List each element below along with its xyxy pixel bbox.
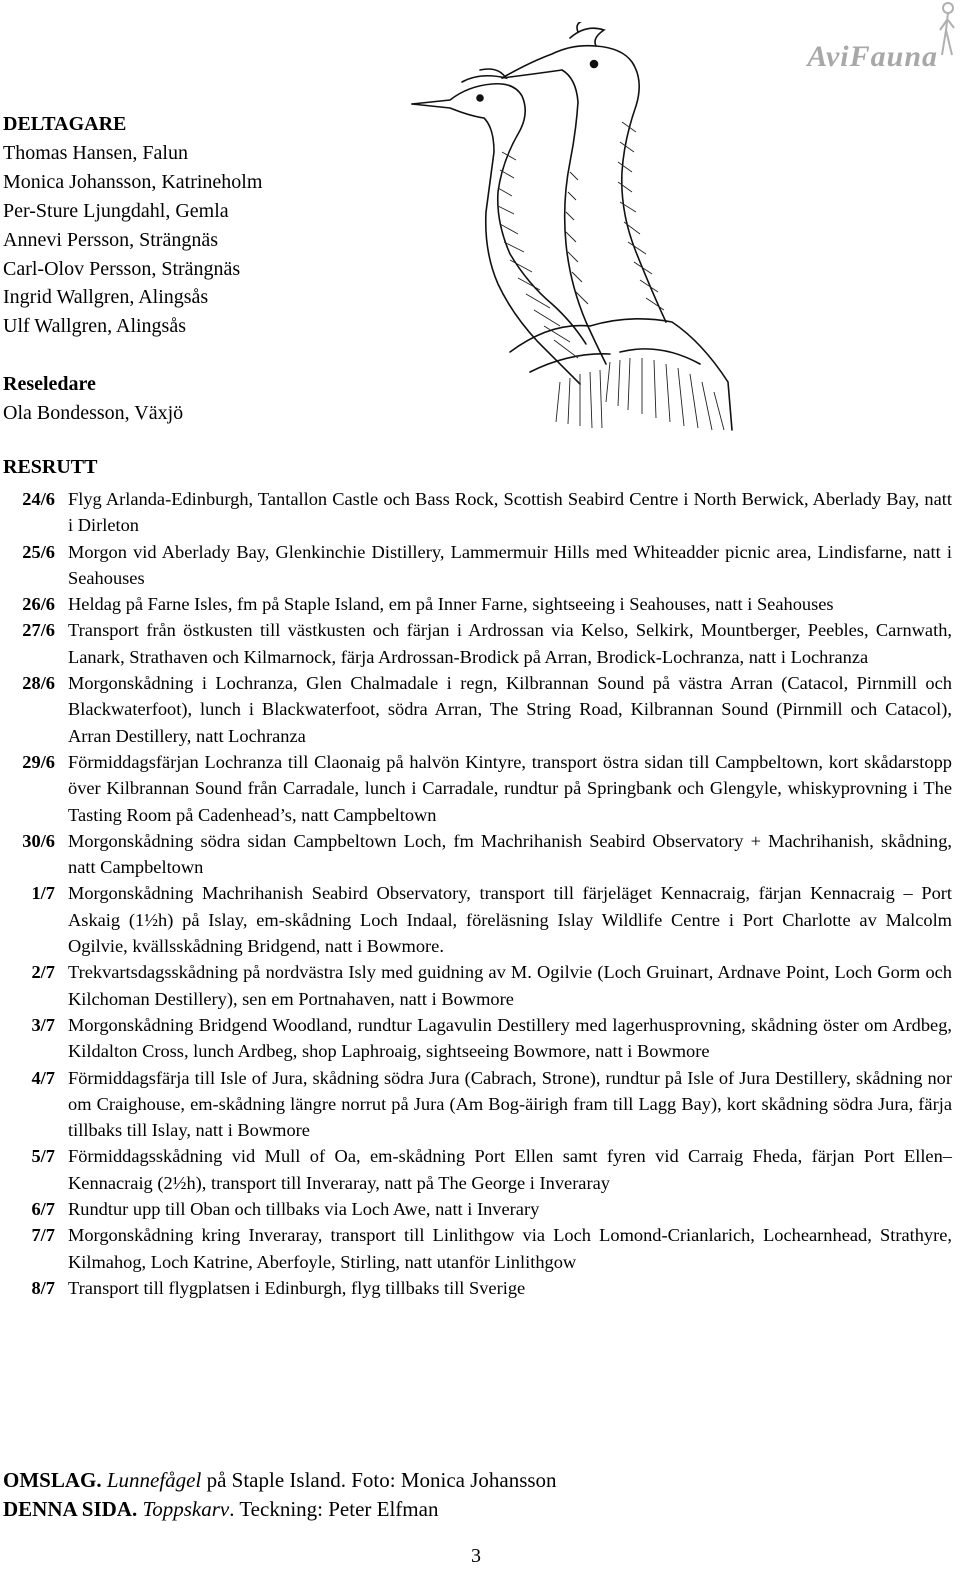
day-date: 4/7 — [31, 1067, 55, 1088]
route-day — [0, 1196, 952, 1222]
route-day — [0, 617, 952, 670]
day-date: 26/6 — [22, 594, 55, 615]
day-text: Flyg Arlanda-Edinburgh, Tantallon Castle och Bass Rock, Scottish Seabird Centre i North Berwick, Aberlady Bay, natt i Dirleton — [68, 489, 952, 536]
participant-name: Annevi Persson, Strängnäs — [3, 228, 218, 251]
day-date: 6/7 — [31, 1199, 55, 1220]
day-text: Förmiddagsfärjan Lochranza till Claonaig på halvön Kintyre, transport östra sidan till Campbeltown, kort skådarstopp över Kilbrannan Sound från Carradale, lunch i Carradale, rundtur på Springbank och Glengyle, whiskyprovning i The Tasting Room på Cadenhead’s, natt Campbeltown — [68, 751, 952, 825]
credits-section — [3, 1466, 557, 1524]
avifauna-logo: AviFauna — [807, 40, 938, 73]
shag-drawing — [410, 22, 740, 442]
leaders-heading: Reseledare — [3, 373, 96, 395]
day-text: Rundtur upp till Oban och tillbaks via Loch Awe, natt i Inverary — [68, 1199, 540, 1220]
day-text: Förmiddagsfärja till Isle of Jura, skådning södra Jura (Cabrach, Strone), rundtur på Isle of Jura Destillery, skådning nor om Craighouse, em-skådning längre norrut på Jura (Am Bog-äirigh fram till Lagg Bay), kort skådning södra Jura, färja tillbaks till Islay, natt i Bowmore — [68, 1067, 952, 1141]
participant-name: Carl-Olov Persson, Strängnäs — [3, 257, 241, 280]
cover-credit — [3, 1466, 557, 1495]
route-day — [0, 1065, 952, 1144]
page-credit-species: Toppskarv — [142, 1497, 230, 1521]
route-day — [0, 591, 952, 617]
day-date: 2/7 — [31, 962, 55, 983]
route-day — [0, 1275, 952, 1301]
day-text: Heldag på Farne Isles, fm på Staple Island, em på Inner Farne, sightseeing i Seahouses, natt i Seahouses — [68, 594, 834, 615]
day-text: Morgonskådning kring Inveraray, transport till Linlithgow via Loch Lomond-Crianlarich, Lochearnhead, Strathyre, Kilmahog, Loch Katrine, Aberfoyle, Stirling, natt utanför Linlithgow — [68, 1225, 952, 1272]
day-text: Förmiddagsskådning vid Mull of Oa, em-skådning Port Ellen samt fyren vid Carraig Fheda, färjan Port Ellen–Kennacraig (2½h), transport till Inveraray, natt på The George i Inveraray — [68, 1146, 952, 1193]
day-date: 5/7 — [31, 1146, 55, 1167]
route-day — [0, 1222, 952, 1275]
route-day — [0, 1012, 952, 1065]
day-date: 3/7 — [31, 1014, 55, 1035]
participants-heading: DELTAGARE — [3, 113, 127, 135]
page-number: 3 — [471, 1545, 481, 1567]
day-date: 8/7 — [31, 1277, 55, 1298]
route-day — [0, 880, 952, 959]
day-text: Morgonskådning i Lochranza, Glen Chalmadale i regn, Kilbrannan Sound på västra Arran (Catacol, Pirnmill och Blackwaterfoot), lunch i Blackwaterfoot, södra Arran, The String Road, Kilbrannan Sound (Pirnmill och Catacol), Arran Destillery, natt Lochranza — [68, 673, 952, 746]
day-date: 27/6 — [22, 620, 55, 641]
day-text: Morgonskådning södra sidan Campbeltown Loch, fm Machrihanish Seabird Observatory + Machrihanish, skådning, natt Campbeltown — [68, 830, 952, 878]
route-day — [0, 959, 952, 1012]
day-date: 28/6 — [22, 673, 55, 694]
route-list — [0, 486, 952, 1301]
day-date: 24/6 — [22, 489, 55, 509]
route-day — [0, 486, 952, 539]
leaders-section — [3, 370, 183, 428]
page-credit-text: . Teckning: Peter Elfman — [229, 1497, 439, 1521]
day-text: Trekvartsdagsskådning på nordvästra Isly med guidning av M. Ogilvie (Loch Gruinart, Ardnave Point, Loch Gorm och Kilchoman Destillery), sen em Portnahaven, natt i Bowmore — [68, 962, 952, 1009]
day-date: 1/7 — [31, 883, 55, 904]
participant-name: Thomas Hansen, Falun — [3, 141, 188, 164]
cover-credit-text: på Staple Island. Foto: Monica Johansson — [201, 1468, 557, 1492]
day-text: Transport från östkusten till västkusten och färjan i Ardrossan via Kelso, Selkirk, Mountberger, Peebles, Carnwath, Lanark, Strathaven och Kilmarnock, färja Ardrossan-Brodick på Arran, Brodick-Lochranza, natt i Lochranza — [68, 620, 952, 667]
participants-section — [3, 110, 262, 341]
day-text: Transport till flygplatsen i Edinburgh, flyg tillbaks till Sverige — [68, 1277, 526, 1298]
leader-name: Ola Bondesson, Växjö — [3, 401, 184, 424]
participant-name: Ulf Wallgren, Alingsås — [3, 315, 186, 338]
route-day — [0, 1143, 952, 1196]
page-credit — [3, 1495, 557, 1524]
logo-figure-icon — [936, 0, 958, 75]
route-day — [0, 539, 952, 592]
day-date: 29/6 — [22, 751, 55, 772]
participant-name: Ingrid Wallgren, Alingsås — [3, 286, 209, 309]
cover-credit-label: OMSLAG. — [3, 1468, 102, 1492]
route-heading: RESRUTT — [3, 456, 98, 478]
day-date: 30/6 — [22, 830, 55, 851]
route-day — [0, 828, 952, 881]
participant-name: Per-Sture Ljungdahl, Gemla — [3, 199, 229, 222]
day-text: Morgonskådning Machrihanish Seabird Observatory, transport till färjeläget Kennacraig, färjan Kennacraig – Port Askaig (1½h) på Islay, em-skådning Loch Indaal, föreläsning Islay Wildlife Centre i Port Charlotte av Malcolm Ogilvie, kvällsskådning Bridgend, natt i Bowmore. — [68, 883, 952, 957]
day-text: Morgon vid Aberlady Bay, Glenkinchie Distillery, Lammermuir Hills med Whiteadder picnic area, Lindisfarne, natt i Seahouses — [68, 541, 952, 588]
day-date: 7/7 — [31, 1225, 55, 1246]
route-day — [0, 749, 952, 828]
page-credit-label: DENNA SIDA. — [3, 1497, 138, 1521]
day-date: 25/6 — [22, 541, 55, 562]
day-text: Morgonskådning Bridgend Woodland, rundtur Lagavulin Destillery med lagerhusprovning, skådning öster om Ardbeg, Kildalton Cross, lunch Ardbeg, shop Laphroaig, sightseeing Bowmore, natt i Bowmore — [68, 1014, 952, 1062]
route-day — [0, 670, 952, 749]
participant-name: Monica Johansson, Katrineholm — [3, 170, 263, 193]
cover-credit-species: Lunnefågel — [106, 1468, 202, 1492]
